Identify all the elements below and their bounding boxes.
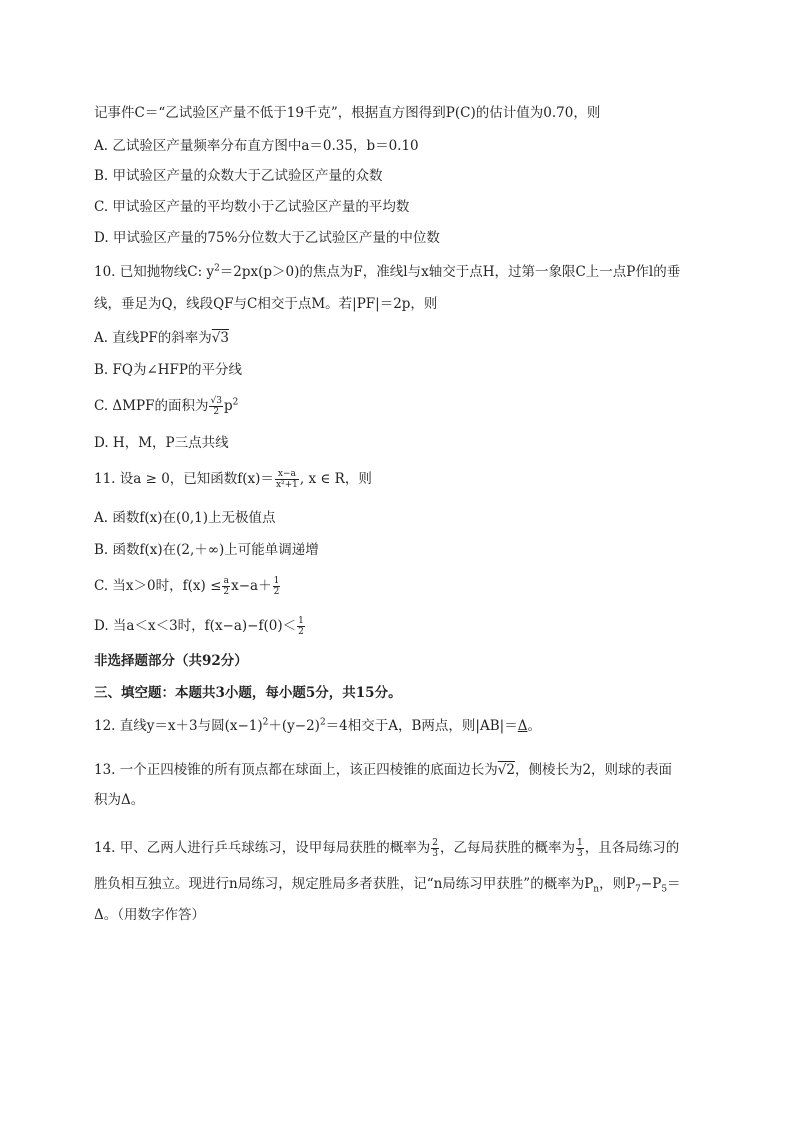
q11-function-fraction (275, 469, 299, 490)
q13-stem-line2: 积为Δ。 (94, 792, 145, 808)
q14-sub-n: n (593, 884, 600, 895)
q12-mid: ＋(y−2) (268, 718, 320, 734)
q14-line2-minus: −P (640, 876, 662, 892)
q14-line2-mid: ，则P (599, 876, 636, 892)
q11-option-d-text: D. 当a＜x＜3时，f(x−a)−f(0)＜ (94, 618, 297, 634)
q14-fraction1 (431, 838, 439, 859)
q11-option-c-mid: x−a＋ (231, 578, 272, 594)
q11-stem (94, 469, 372, 490)
q14-tail: ，且各局练习的 (584, 840, 680, 856)
q10-stem-line1 (94, 262, 680, 282)
q14-stem-line2 (94, 874, 681, 894)
q11-option-c (94, 576, 281, 597)
q13-text: 13. 一个正四棱锥的所有顶点都在球面上，该正四棱锥的底面边长为 (94, 762, 498, 778)
fraction-denominator: x²+1 (275, 480, 298, 490)
q11-stem-tail: , x ∈ R，则 (299, 471, 372, 487)
fraction-denominator: 3 (577, 849, 583, 859)
q12-text: 12. 直线y＝x＋3与圆(x−1) (94, 718, 263, 734)
fraction-denominator: 2 (213, 407, 220, 417)
q10-option-c-exponent: 2 (232, 397, 239, 408)
q13-stem-line1 (94, 760, 672, 780)
fraction-denominator: 3 (432, 849, 438, 859)
q10-exponent: 2 (214, 263, 220, 274)
fraction-numerator: x−a (275, 469, 299, 480)
q11-stem-text: 11. 设a ≥ 0，已知函数f(x)＝ (94, 471, 274, 487)
fraction-numerator: 1 (577, 838, 583, 848)
q11-option-b: B. 函数f(x)在(2,＋∞)上可能单调递增 (94, 542, 319, 558)
q14-stem-line1 (94, 838, 679, 859)
fraction-denominator: 2 (273, 587, 280, 597)
q10-option-c-fraction (209, 396, 222, 417)
fraction-numerator: 1 (298, 616, 304, 626)
q14-text: 14. 甲、乙两人进行乒乓球练习，设甲每局获胜的概率为 (94, 840, 431, 856)
q11-option-c-text: C. 当x＞0时，f(x) ≤ (94, 578, 222, 594)
section-fill-heading: 三、填空题：本题共3小题，每小题5分，共15分。 (94, 685, 402, 701)
fraction-denominator: 2 (298, 627, 304, 637)
q10-option-c-var: p (223, 398, 233, 414)
q14-fraction2 (576, 838, 584, 859)
q12-exponent1: 2 (262, 717, 269, 728)
q12-end: 。 (527, 718, 541, 734)
q14-stem-line3: Δ。（用数字作答） (94, 907, 205, 923)
q9-option-b: B. 甲试验区产量的众数大于乙试验区产量的众数 (94, 168, 383, 184)
fraction-numerator: 2 (432, 838, 438, 848)
q11-option-d-fraction (297, 616, 305, 637)
fraction-numerator: √3 (210, 396, 222, 406)
q10-option-d: D. H，M，P三点共线 (94, 435, 229, 451)
fraction-numerator: 1 (273, 576, 280, 586)
q10-stem-line2: 线，垂足为Q，线段QF与C相交于点M。若|PF|＝2p，则 (94, 296, 438, 312)
q14-mid: ，乙每局获胜的概率为 (440, 840, 575, 856)
q10-option-c-text: C. ΔMPF的面积为 (94, 398, 209, 414)
q10-stem-part2: ＝2px(p＞0)的焦点为F，准线l与x轴交于点H，过第一象限C上一点P作l的垂 (219, 264, 681, 280)
q14-line2-text: 胜负相互独立。现进行n局练习，规定胜局多者获胜，记“n局练习甲获胜”的概率为P (94, 876, 594, 892)
section-nonchoice-heading: 非选择题部分（共92分） (94, 653, 248, 669)
fraction-numerator: a (223, 576, 229, 586)
q9-option-a: A. 乙试验区产量频率分布直方图中a＝0.35，b＝0.10 (94, 138, 419, 154)
q10-option-a-text: A. 直线PF的斜率为 (94, 330, 212, 346)
q9-intro: 记事件C＝“乙试验区产量不低于19千克”，根据直方图得到P(C)的估计值为0.70，则 (94, 105, 601, 121)
q9-option-c: C. 甲试验区产量的平均数小于乙试验区产量的平均数 (94, 199, 410, 215)
q11-option-a: A. 函数f(x)在(0,1)上无极值点 (94, 510, 276, 526)
q10-option-a-sqrt: √3 (211, 330, 229, 346)
q12-post: ＝4相交于A，B两点，则|AB|＝ (325, 718, 518, 734)
q14-sub-7: 7 (635, 884, 641, 895)
q12-stem (94, 716, 541, 736)
q12-exponent2: 2 (319, 717, 326, 728)
q11-option-d (94, 616, 306, 637)
q10-option-c (94, 396, 238, 417)
q10-option-a (94, 328, 229, 348)
q13-tail: ，侧棱长为2，则球的表面 (514, 762, 673, 778)
fraction-denominator: 2 (223, 587, 230, 597)
q14-sub-5: 5 (661, 884, 668, 895)
q10-stem-part1: 10. 已知抛物线C: y (94, 264, 215, 280)
q11-option-c-fraction1 (222, 576, 230, 597)
q13-sqrt: √2 (497, 762, 515, 778)
q11-option-c-fraction2 (273, 576, 281, 597)
q10-option-b: B. FQ为∠HFP的平分线 (94, 362, 242, 378)
q9-option-d: D. 甲试验区产量的75%分位数大于乙试验区产量的中位数 (94, 230, 440, 246)
q14-line2-eq: ＝ (667, 876, 681, 892)
q12-answer-blank: Δ (517, 718, 528, 734)
